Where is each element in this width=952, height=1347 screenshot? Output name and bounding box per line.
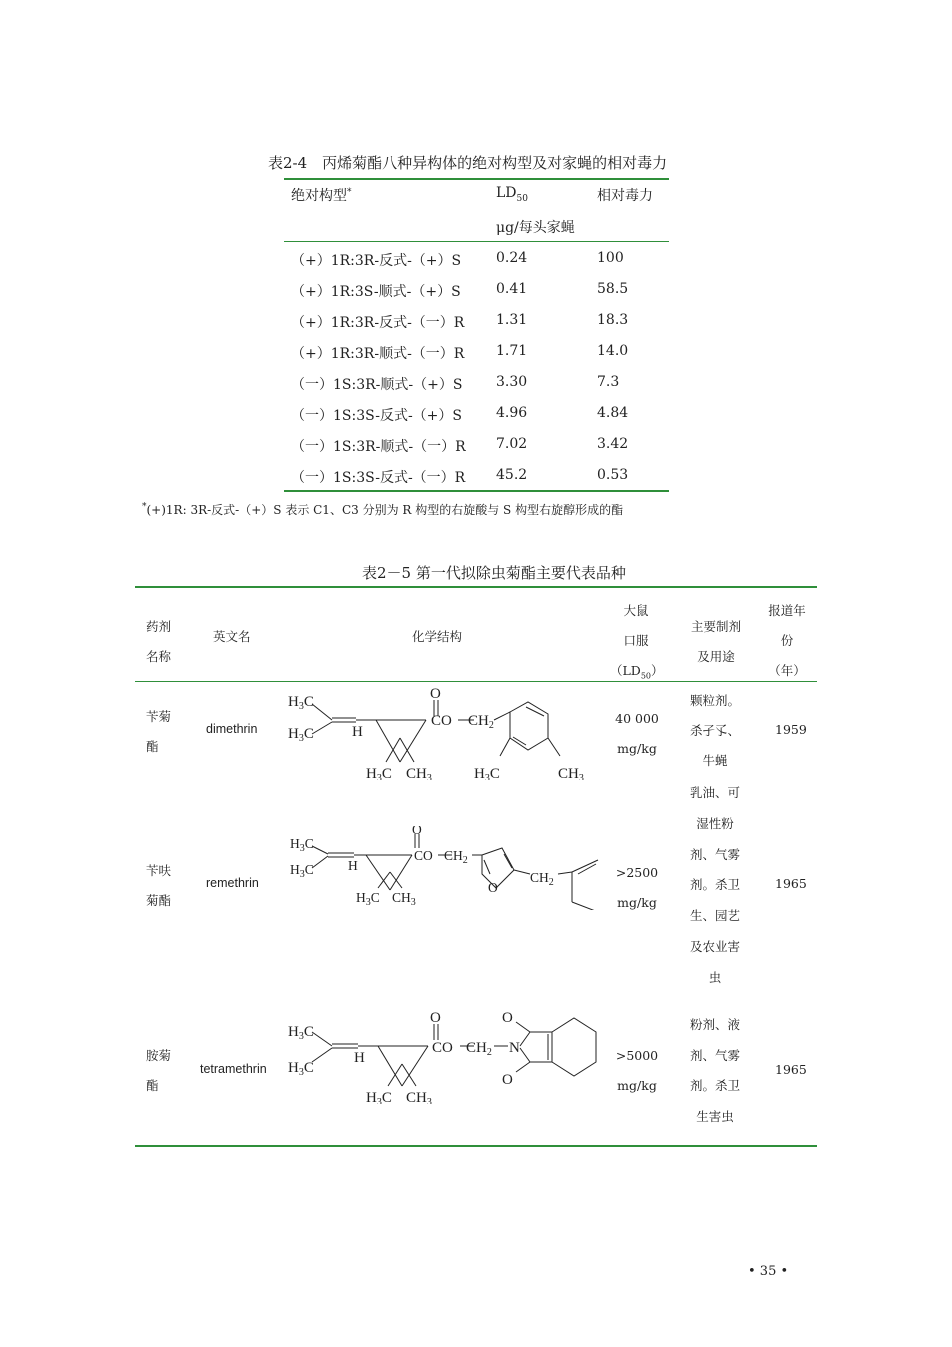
remethrin-o: O [412, 826, 422, 837]
dimethrin-ch3-ring: $CH_3$ [558, 766, 584, 780]
table5-row3-year: 1965 [775, 1062, 807, 1077]
table5-row1-name: 苄菊 酯 [146, 709, 172, 754]
table4-row-2-config: （+）1R:3S-顺式-（+）S [291, 284, 461, 300]
table4-row-5-tox: 7.3 [597, 374, 620, 390]
dimethrin-h3c-bottom: $H_3C$ [366, 766, 392, 780]
table4-row-3-ld: 1.31 [496, 312, 528, 328]
table5-row1-use: 颗粒剂。 杀孑孓、 牛蝇 [689, 693, 740, 768]
tetramethrin-ch3-bottom: $CH_3$ [406, 1090, 432, 1104]
tetramethrin-h3c-top: $H_3C$ [288, 1024, 314, 1042]
dimethrin-h3c-ring: $H_3C$ [474, 766, 500, 780]
table4-title: 表2-4 丙烯菊酯八种异构体的绝对构型及对家蝇的相对毒力 [268, 154, 668, 172]
table4-row-8-ld: 45.2 [496, 467, 528, 483]
tetramethrin-o-top: O [502, 1010, 513, 1026]
table5-header-rule [135, 681, 817, 682]
table4-row-3-config: （+）1R:3R-反式-（一）R [291, 315, 465, 331]
table4-header-config: 绝对构型* [291, 187, 352, 204]
remethrin-structure [282, 826, 602, 910]
dimethrin-co: CO [431, 713, 452, 729]
table4-header-ld-unit: μg/每头家蝇 [496, 220, 575, 236]
table4-bottom-rule [284, 490, 669, 492]
table5-header-use: 主要制剂 及用途 [690, 619, 741, 664]
table4-header-ld: $LD_{50}$ [496, 185, 528, 204]
table4-row-8-config: （一）1S:3S-反式-（一）R [291, 470, 466, 486]
table4-row-2-tox: 58.5 [597, 281, 629, 297]
remethrin-ch2-side: $CH_2$ [530, 870, 554, 888]
table5-bottom-rule [135, 1145, 817, 1147]
table4-row-6-tox: 4.84 [597, 405, 629, 421]
table4-top-rule [284, 178, 669, 180]
table4-header-tox: 相对毒力 [597, 188, 653, 204]
table4-row-7-tox: 3.42 [597, 436, 629, 452]
table4-row-5-ld: 3.30 [496, 374, 528, 390]
remethrin-h3c-mid: $H_3C$ [290, 862, 314, 880]
dimethrin-h3c-mid: $H_3C$ [288, 726, 314, 744]
table4-row-5-config: （一）1S:3R-顺式-（+）S [291, 377, 463, 393]
tetramethrin-h: H [354, 1050, 365, 1066]
table5-header-ld: 大鼠 口服 $(LD_{50})$ [610, 603, 664, 681]
table4-row-6-config: （一）1S:3S-反式-（+）S [291, 408, 463, 424]
tetramethrin-structure [282, 1004, 608, 1104]
remethrin-ch3-bottom: $CH_3$ [392, 890, 416, 908]
remethrin-h3c-bottom: $H_3C$ [356, 890, 380, 908]
tetramethrin-ch2: $CH_2$ [466, 1040, 492, 1058]
tetramethrin-o: O [430, 1010, 441, 1026]
dimethrin-o: O [430, 686, 441, 702]
page-number: • 35 • [748, 1264, 789, 1279]
table5-row3-english: tetramethrin [200, 1062, 267, 1076]
remethrin-co: CO [414, 848, 433, 863]
table5-row1-english: dimethrin [206, 722, 258, 736]
table5-header-year: 报道年 份 （年） [768, 603, 806, 678]
table5-row2-name: 苄呋 菊酯 [146, 863, 172, 908]
table5-row2-use: 乳油、可 湿性粉 剂、气雾 剂。杀卫 生、园艺 及农业害 虫 [689, 785, 740, 985]
table4-row-4-ld: 1.71 [496, 343, 528, 359]
table4-row-8-tox: 0.53 [597, 467, 629, 483]
tetramethrin-h3c-bottom: $H_3C$ [366, 1090, 392, 1104]
table5-header-name: 药剂 名称 [146, 619, 172, 664]
table5-row2-english: remethrin [206, 876, 259, 890]
table4-row-4-tox: 14.0 [597, 343, 629, 359]
dimethrin-ch2: $CH_2$ [468, 713, 494, 731]
table4-row-2-ld: 0.41 [496, 281, 528, 297]
table5-row3-name: 胺菊 酯 [146, 1048, 172, 1093]
table4-row-1-ld: 0.24 [496, 250, 528, 266]
table4-footnote: *(+)1R: 3R-反式-（+）S 表示 C1、C3 分别为 R 构型的右旋酸与 S 构型右旋醇形成的酯 [142, 502, 624, 517]
table5-row1-year: 1959 [775, 722, 807, 737]
table5-header-structure: 化学结构 [412, 629, 463, 644]
tetramethrin-co: CO [432, 1040, 453, 1056]
table5-row3-use: 粉剂、液 剂、气雾 剂。杀卫 生害虫 [689, 1017, 740, 1124]
dimethrin-ch3-bottom: $CH_3$ [406, 766, 432, 780]
table4-row-7-ld: 7.02 [496, 436, 528, 452]
table4-row-3-tox: 18.3 [597, 312, 629, 328]
table4-row-4-config: （+）1R:3R-顺式-（一）R [291, 346, 465, 362]
table4-row-6-ld: 4.96 [496, 405, 528, 421]
table5-title: 表2－5 第一代拟除虫菊酯主要代表品种 [362, 564, 626, 582]
table5-row2-year: 1965 [775, 876, 807, 891]
table5-header-english: 英文名 [213, 629, 251, 644]
tetramethrin-o-bottom: O [502, 1072, 513, 1088]
table4-row-7-config: （一）1S:3R-顺式-（一）R [291, 439, 466, 455]
table4-row-1-config: （+）1R:3R-反式-（+）S [291, 253, 462, 269]
dimethrin-h: H [352, 724, 363, 740]
dimethrin-structure [282, 684, 602, 780]
table5-top-rule [135, 586, 817, 588]
table4-header-rule [284, 241, 669, 242]
table5-row2-ld: >2500 mg/kg [615, 865, 659, 910]
remethrin-h: H [348, 858, 358, 873]
remethrin-h3c-top: $H_3C$ [290, 836, 314, 854]
tetramethrin-n: N [509, 1040, 520, 1056]
remethrin-furan-o: O [488, 880, 498, 895]
dimethrin-h3c-top: $H_3C$ [288, 694, 314, 712]
table5-row1-ld: 40 000 mg/kg [615, 711, 659, 756]
table4-row-1-tox: 100 [597, 250, 624, 266]
remethrin-ch2: $CH_2$ [444, 848, 468, 866]
table5-row3-ld: >5000 mg/kg [615, 1048, 659, 1093]
tetramethrin-h3c-mid: $H_3C$ [288, 1060, 314, 1078]
